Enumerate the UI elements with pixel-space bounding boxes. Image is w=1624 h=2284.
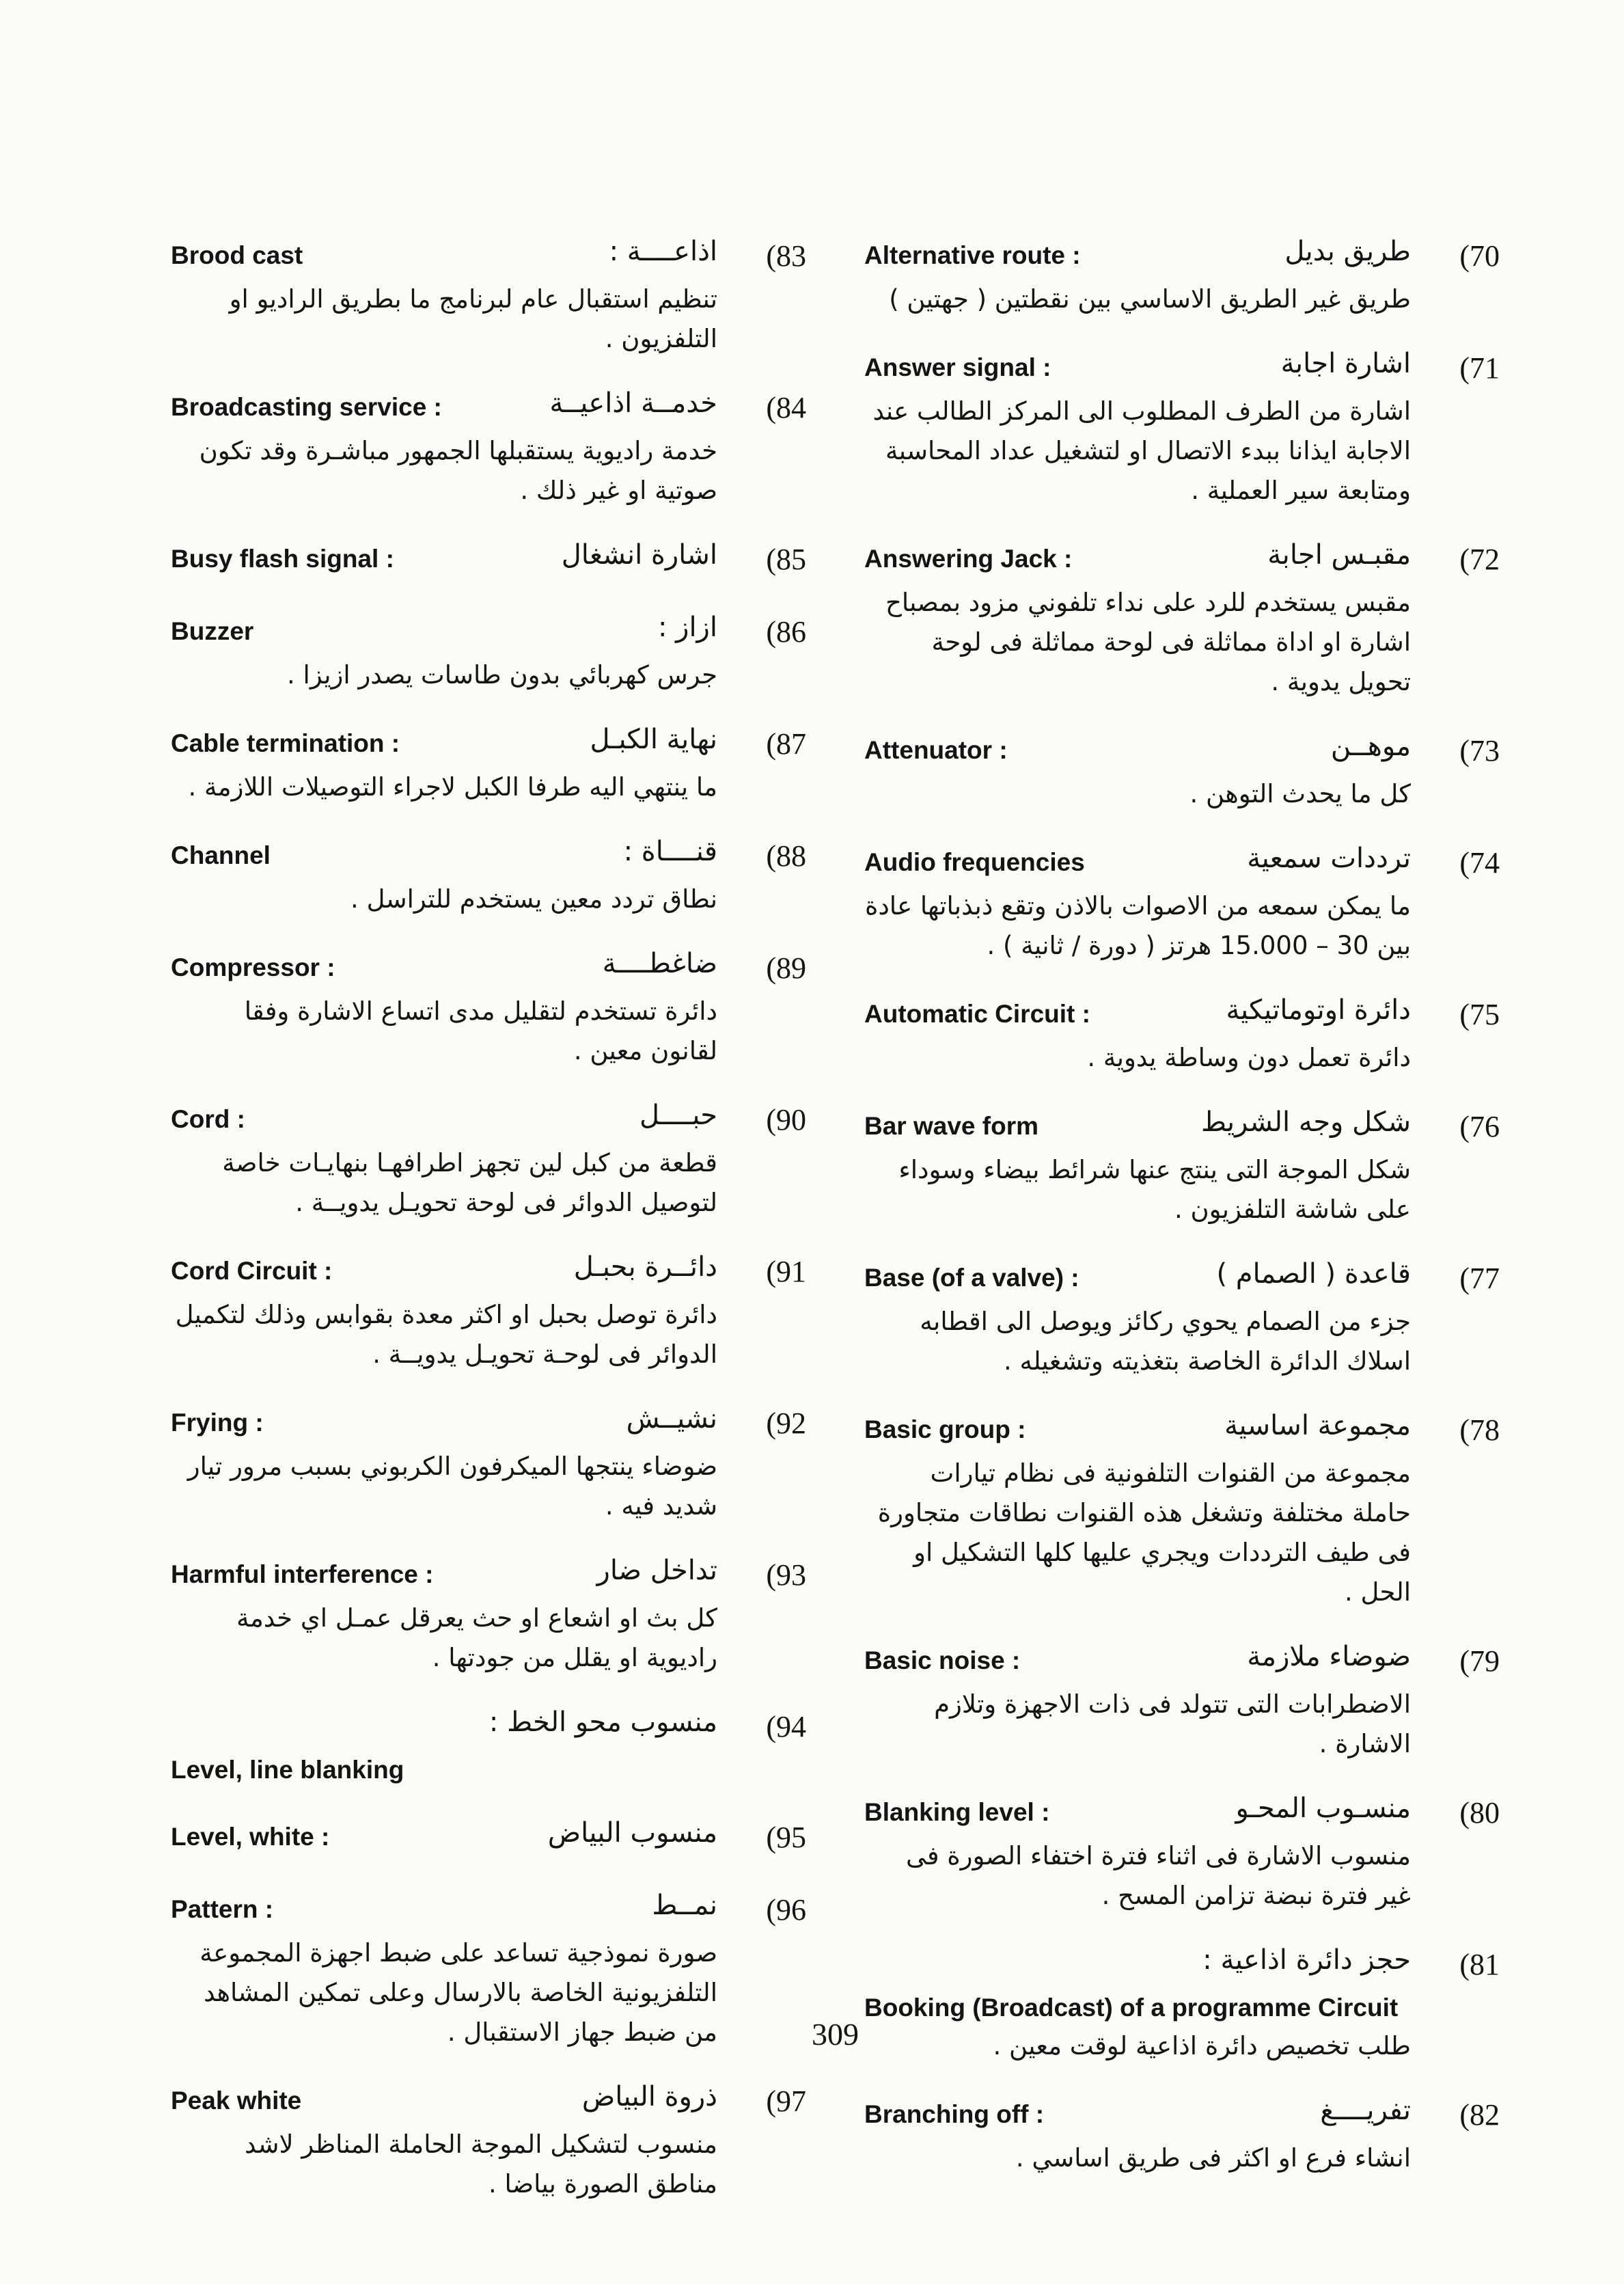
entry-head <box>864 1106 1500 1150</box>
entry-number: (85 <box>766 543 806 576</box>
arabic-term: اشارة اجابة <box>1280 348 1411 379</box>
arabic-definition: دائرة تستخدم لتقليل مدى اتساع الاشارة وفقا لقانون معين . <box>244 996 717 1065</box>
entry-number: (92 <box>766 1406 806 1440</box>
arabic-term: خدمــة اذاعيــة <box>549 388 717 419</box>
entry-91 <box>171 1251 806 1374</box>
arabic-definition: كل ما يحدث التوهن . <box>1189 779 1411 808</box>
english-term: Basic group : <box>864 1415 1026 1443</box>
entry-79 <box>864 1641 1500 1764</box>
arabic-definition: جزء من الصمام يحوي ركائز ويوصل الى اقطابه اسلاك الدائرة الخاصة بتغذيته وتشغيله . <box>920 1307 1411 1376</box>
entry-head <box>171 1707 806 1750</box>
arabic-term: اشارة انشغال <box>561 539 717 571</box>
english-term: Busy flash signal : <box>171 545 394 573</box>
entry-head <box>171 948 806 992</box>
entry-head <box>171 1890 806 1933</box>
entry-head <box>171 1555 806 1599</box>
entry-94 <box>171 1707 806 1789</box>
english-term: Audio frequencies <box>864 848 1085 876</box>
entry-head <box>864 843 1500 886</box>
arabic-definition: مجموعة من القنوات التلفونية فى نظام تيارات حاملة مختلفة وتشغل هذه القنوات نطاقات متجاورة فى طيف الترددات ويجري عليها كلها التشكيل او الحل . <box>877 1458 1411 1607</box>
english-term: Compressor : <box>171 953 335 981</box>
arabic-definition: انشاء فرع او اكثر فى طريق اساسي . <box>1015 2143 1411 2173</box>
arabic-term: دائرة اوتوماتيكية <box>1226 994 1411 1026</box>
entry-number: (80 <box>1459 1796 1500 1830</box>
entry-70 <box>864 236 1500 319</box>
english-term: Booking (Broadcast) of a programme Circuit <box>864 1994 1399 2022</box>
entry-90 <box>171 1100 806 1223</box>
entry-head <box>864 2095 1500 2138</box>
arabic-definition: منسوب الاشارة فى اثناء فترة اختفاء الصورة فى غير فترة نبضة تزامن المسح . <box>905 1841 1411 1910</box>
arabic-term: تفريــــغ <box>1320 2095 1411 2126</box>
english-term: Channel <box>171 841 271 869</box>
english-term: Pattern : <box>171 1895 274 1923</box>
entry-92 <box>171 1403 806 1526</box>
arabic-definition: صورة نموذجية تساعد على ضبط اجهزة المجموعة التلفزيونية الخاصة بالارسال وعلى تمكين المشاهد من ضبط جهاز الاستقبال . <box>199 1938 717 2047</box>
entry-97 <box>171 2081 806 2204</box>
arabic-definition: نطاق تردد معين يستخدم للتراسل . <box>350 884 717 914</box>
arabic-definition: شكل الموجة التى ينتج عنها شرائط بيضاء وسوداء على شاشة التلفزيون . <box>898 1155 1411 1224</box>
english-term: Level, line blanking <box>171 1756 404 1784</box>
entry-86 <box>171 612 806 695</box>
entry-number: (89 <box>766 951 806 985</box>
arabic-definition: الاضطرابات التى تتولد فى ذات الاجهزة وتلازم الاشارة . <box>934 1689 1411 1758</box>
entry-number: (83 <box>766 239 806 273</box>
entry-80 <box>864 1793 1500 1916</box>
arabic-definition: خدمة راديوية يستقبلها الجمهور مباشـرة وقد تكون صوتية او غير ذلك . <box>199 436 717 505</box>
entry-head <box>171 388 806 431</box>
arabic-term: اذاعــــة : <box>609 236 717 267</box>
english-term: Branching off : <box>864 2100 1045 2128</box>
entry-head <box>864 236 1500 280</box>
english-term: Basic noise : <box>864 1646 1021 1674</box>
arabic-definition: جرس كهربائي بدون طاسات يصدر ازيزا . <box>287 660 717 690</box>
entry-number: (74 <box>1459 846 1500 880</box>
english-term: Base (of a valve) : <box>864 1264 1079 1292</box>
arabic-definition: دائرة توصل بحبل او اكثر معدة بقوابس وذلك لتكميل الدوائر فى لوحـة تحويـل يدويــة . <box>175 1300 717 1369</box>
entry-number: (88 <box>766 839 806 873</box>
english-term: Alternative route : <box>864 241 1081 269</box>
english-term: Blanking level : <box>864 1798 1050 1826</box>
entry-number: (79 <box>1459 1644 1500 1678</box>
entry-number: (96 <box>766 1893 806 1927</box>
english-term: Cord Circuit : <box>171 1257 333 1285</box>
entry-95 <box>171 1817 806 1861</box>
entry-75 <box>864 994 1500 1078</box>
english-term: Frying : <box>171 1409 264 1437</box>
entry-head <box>864 1258 1500 1302</box>
arabic-definition: كل بث او اشعاع او حث يعرقل عمـل اي خدمة راديوية او يقلل من جودتها . <box>236 1603 717 1672</box>
english-term: Peak white <box>171 2086 302 2115</box>
entry-head <box>171 1251 806 1295</box>
entry-88 <box>171 836 806 919</box>
arabic-term: نمــط <box>652 1890 717 1921</box>
entry-head <box>864 1793 1500 1836</box>
english-term: Bar wave form <box>864 1112 1038 1140</box>
entry-number: (84 <box>766 391 806 424</box>
arabic-term: حجز دائرة اذاعية : <box>1202 1944 1411 1976</box>
entry-89 <box>171 948 806 1071</box>
entry-number: (81 <box>1459 1948 1500 1981</box>
entry-number: (70 <box>1459 239 1500 273</box>
entry-number: (95 <box>766 1821 806 1854</box>
entry-93 <box>171 1555 806 1678</box>
entry-87 <box>171 724 806 807</box>
entry-number: (71 <box>1459 351 1500 385</box>
arabic-term: حبــــل <box>639 1100 717 1131</box>
arabic-definition: ضوضاء ينتجها الميكرفون الكربوني بسبب مرور تيار شديد فيه . <box>187 1452 717 1521</box>
entry-77 <box>864 1258 1500 1381</box>
arabic-term: دائــرة بحبـل <box>573 1251 717 1283</box>
arabic-term: منسوب البياض <box>547 1817 717 1849</box>
arabic-term: مقبـس اجابة <box>1267 539 1411 571</box>
entry-number: (91 <box>766 1255 806 1288</box>
arabic-term: موهــن <box>1330 731 1411 762</box>
entry-number: (86 <box>766 615 806 649</box>
arabic-term: ضوضاء ملازمة <box>1247 1641 1411 1672</box>
entry-head <box>171 836 806 880</box>
entry-82 <box>864 2095 1500 2178</box>
entry-number: (73 <box>1459 734 1500 767</box>
entry-head <box>171 236 806 280</box>
entry-85 <box>171 539 806 583</box>
english-term: Answering Jack : <box>864 545 1073 573</box>
entry-number: (77 <box>1459 1262 1500 1295</box>
arabic-definition: قطعة من كبل لين تجهز اطرافهـا بنهايـات خاصة لتوصيل الدوائر فى لوحة تحويـل يدويــة . <box>222 1148 717 1217</box>
english-term: Harmful interference : <box>171 1560 434 1588</box>
page-number: 309 <box>812 2017 859 2052</box>
arabic-definition: طلب تخصيص دائرة اذاعية لوقت معين . <box>993 2031 1411 2061</box>
english-term: Automatic Circuit : <box>864 1000 1090 1028</box>
arabic-definition: تنظيم استقبال عام لبرنامج ما بطريق الراديو او التلفزيون . <box>229 284 717 353</box>
arabic-term: ضاغطــــة <box>602 948 717 979</box>
entry-head <box>864 1410 1500 1454</box>
entry-head <box>864 731 1500 774</box>
entry-number: (94 <box>766 1710 806 1743</box>
arabic-definition: ما يمكن سمعه من الاصوات بالاذن وتقع ذبذباتها عادة بين 30 – 15.000 هرتز ( دورة / ثانية ) . <box>864 891 1411 960</box>
arabic-term: قنــــاة : <box>623 836 717 867</box>
entry-head <box>864 539 1500 583</box>
entry-head <box>171 724 806 767</box>
entry-84 <box>171 388 806 511</box>
arabic-definition: طريق غير الطريق الاساسي بين نقطتين ( جهتين ) <box>889 284 1411 314</box>
arabic-term: طريق بديل <box>1284 236 1411 267</box>
english-term: Answer signal : <box>864 353 1051 381</box>
entry-74 <box>864 843 1500 966</box>
arabic-term: مجموعة اساسية <box>1224 1410 1411 1441</box>
arabic-term: ازاز : <box>657 612 717 643</box>
english-term: Buzzer <box>171 617 254 645</box>
entry-number: (97 <box>766 2084 806 2118</box>
entry-head <box>864 1641 1500 1685</box>
entry-78 <box>864 1410 1500 1612</box>
english-term: Level, white : <box>171 1823 330 1851</box>
entry-83 <box>171 236 806 359</box>
left-column <box>171 236 806 2233</box>
entry-head <box>864 348 1500 392</box>
entry-81 <box>864 1944 1500 2066</box>
entry-71 <box>864 348 1500 511</box>
arabic-term: شكل وجه الشريط <box>1201 1106 1411 1138</box>
entry-73 <box>864 731 1500 814</box>
arabic-definition: دائرة تعمل دون وساطة يدوية . <box>1087 1043 1411 1072</box>
arabic-term: تداخل ضار <box>596 1555 717 1586</box>
english-term: Cable termination : <box>171 729 400 757</box>
arabic-term: منسوب محو الخط : <box>488 1707 717 1738</box>
arabic-definition: منسوب لتشكيل الموجة الحاملة المناظر لاشد مناطق الصورة بياضا . <box>245 2130 717 2199</box>
english-term: Broadcasting service : <box>171 393 442 421</box>
entry-76 <box>864 1106 1500 1229</box>
entry-number: (78 <box>1459 1413 1500 1447</box>
arabic-term: ذروة البياض <box>581 2081 717 2112</box>
right-column <box>864 236 1500 2207</box>
entry-head <box>171 1403 806 1447</box>
entry-number: (87 <box>766 727 806 761</box>
english-term: Attenuator : <box>864 736 1008 764</box>
entry-head <box>171 2081 806 2125</box>
english-term: Brood cast <box>171 241 303 269</box>
entry-head <box>171 1100 806 1143</box>
arabic-term: قاعدة ( الصمام ) <box>1216 1258 1411 1290</box>
entry-head <box>171 612 806 655</box>
arabic-term: نهاية الكبـل <box>590 724 717 755</box>
arabic-term: منسـوب المحـو <box>1235 1793 1411 1824</box>
arabic-definition: ما ينتهي اليه طرفا الكبل لاجراء التوصيلات اللازمة . <box>188 772 717 802</box>
arabic-term: ترددات سمعية <box>1247 843 1411 874</box>
entry-head <box>171 539 806 583</box>
arabic-term: نشيــش <box>626 1403 717 1435</box>
entry-number: (72 <box>1459 543 1500 576</box>
entry-96 <box>171 1890 806 2052</box>
english-term: Cord : <box>171 1105 245 1133</box>
entry-head <box>171 1817 806 1861</box>
entry-number: (76 <box>1459 1110 1500 1143</box>
arabic-definition: مقبس يستخدم للرد على نداء تلفوني مزود بمصباح اشارة او اداة مماثلة فى لوحة مماثلة فى لوحة تحويل يدوية . <box>885 588 1411 696</box>
arabic-definition: اشارة من الطرف المطلوب الى المركز الطالب عند الاجابة ايذانا ببدء الاتصال او لتشغيل عداد المحاسبة ومتابعة سير العملية . <box>872 396 1411 505</box>
entry-head <box>864 994 1500 1038</box>
entry-number: (75 <box>1459 998 1500 1031</box>
entry-head <box>864 1944 1500 1988</box>
entry-number: (90 <box>766 1103 806 1137</box>
entry-number: (93 <box>766 1558 806 1592</box>
entry-72 <box>864 539 1500 702</box>
entry-number: (82 <box>1459 2098 1500 2132</box>
